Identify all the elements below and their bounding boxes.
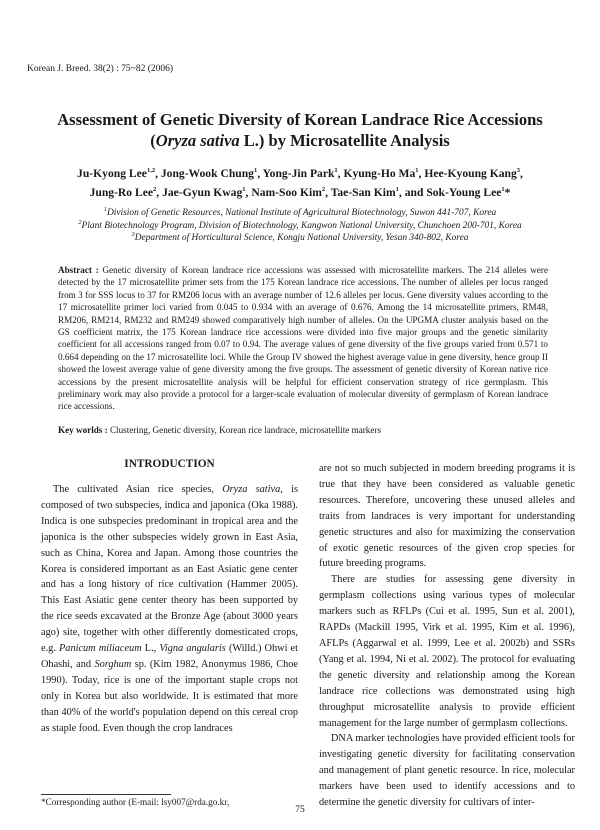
species-name: Oryza sativa [222,484,281,495]
affiliation-1 [30,207,570,220]
author-sep: * [504,186,511,199]
author-name: Nam-Soo Kim [251,186,322,199]
author-line-2 [30,183,570,202]
affiliation-text: Department of Horticultural Science, Kongju National University, Yesan 340-802, Korea [134,233,469,244]
author-name: Kyung-Ho Ma [343,167,416,180]
keywords-label: Key worlds : [58,425,108,435]
species-name: Vigna angularis [159,643,226,655]
paragraph: DNA marker technologies have provided efficient tools for investigating genetic diversity for facilitating conservation and management of plant genetic resource. In rice, molecular markers have been used to identify accessions and to determine the genetic diversity for cultivars of inter- [319,733,575,809]
author-name: Jong-Wook Chung [160,167,254,180]
author-sep: , [520,167,523,180]
author-list [30,164,570,202]
paragraph [41,482,298,737]
affiliation-2 [30,220,570,233]
author-sup: 1 [501,186,505,194]
abstract-text: Genetic diversity of Korean landrace rice accessions was assessed with microsatellite markers. The 214 alleles were detected by the 17 microsatellite primer sets from the 175 Korean landrace rice accessions. The number of alleles per locus ranged from 3 for SSS locus to 37 for RM206 locus with an average number of 12.6 alleles per locus. Gene diversity values according to the 17 microsatellite primer loci varied from 0.045 to 0.934 with an average of 0.676. Among the 14 microsatellite primers, RM48, RM206, RM214, RM232 and RM249 showed comparatively high number of alleles. On the UPGMA cluster analysis based on the GS coefficient matrix, the 175 Korean landrace rice accessions were divided into five major groups and the genetic similarity coefficient for all accessions ranged from 0.07 to 0.94. The average values of gene diversity of the five groups varied from 0.571 to 0.664 depending on the 17 microsatellite loci. While the Group IV showed the highest average value in gene diversity, hence group II showed the lowest average value of gene diversity among the five groups. The assessment of genetic diversity of Korean native rice accessions by the present microsatellite analysis will be helpful for efficient conservation strategy of rice germplasm. This preliminary work may also provide a protocol for a larger-scale evaluation of molecular diversity of germplasm of Korean landrace rice accessions. [58,265,548,412]
affiliation-text: Division of Genetic Resources, National Institute of Agricultural Biotechnology, Suwon 441-707, Korea [107,208,497,218]
author-sep: , [156,186,163,199]
title-line-2-rest: L.) by Microsatellite Analysis [239,131,450,150]
paragraph: are not so much subjected in modern breeding programs it is true that they have been considered as valuable genetic resources. Therefore, uncovering these unused alleles and traits from landraces is very important for understanding genetic structures and also for maximizing the conservation of exotic genetic resources of the given crop species for future breeding programs. [319,463,575,570]
author-sup: 1 [415,167,419,175]
author-sup: 1 [253,167,258,175]
author-name: Jae-Gyun Kwag [162,186,243,199]
abstract [58,264,548,413]
journal-reference: Korean J. Breed. 38(2) : 75~82 (2006) [27,64,174,74]
body-column-right [319,461,575,811]
affiliation-3 [30,232,570,245]
abstract-label: Abstract : [58,265,99,275]
species-name: Panicum miliaceum [59,643,142,655]
author-name: Hee-Kyoung Kang [424,167,517,180]
author-sep: , [418,167,425,180]
section-heading-introduction: INTRODUCTION [124,458,215,470]
author-sep: , [325,186,331,199]
author-sep: , [257,167,263,180]
author-sup: 1 [334,167,338,175]
author-name: Sok-Young Lee [426,186,502,199]
affiliation-sup: 2 [78,218,82,226]
title-open-paren: ( [150,131,156,150]
affiliation-sup: 1 [103,205,108,213]
text-run: L., [141,643,160,655]
author-sup: 1 [395,186,399,194]
paragraph: There are studies for assessing gene diversity in germplasm collections using various types of molecular markers such as RFLPs (Cui et al. 1995, Sun et al. 2001), RAPDs (Mackill 1995, Virk et al. 1995, Kim et al. 1996), AFLPs (Aggarwal et al. 1999, Lee et al. 2002b) and SSRs (Yang et al. 1994, Ni et al. 2002). The protocol for evaluating the genetic diversity and relationship among the Korean landrace rice collections was demonstrated using high throughput microsatellite analysis to provide efficient management for the large number of germplasm collections. [319,574,575,729]
title-species: Oryza sativa [155,131,240,150]
author-sep: , [337,167,344,180]
author-sup: 2 [153,186,157,194]
author-name: Yong-Jin Park [262,167,335,180]
keywords-text: Clustering, Genetic diversity, Korean rice landrace, microsatellite markers [107,425,381,435]
author-sep: , [155,167,161,180]
author-line-1 [30,164,570,183]
author-sep: , and [398,186,427,199]
text-run: sp. (Kim 1982, Anonymus 1986, Choe 1990). Today, rice is one of the important staple crops not only in Korea but also worldwide. It is estimated that more than 40% of the world's population depend on this cereal crop as staple food. Even though the crop landraces [41,658,298,734]
species-name: Sorghum [94,658,132,670]
author-sup: 2 [321,186,326,194]
author-sep: , [245,186,252,199]
author-name: Jung-Ro Lee [89,186,154,199]
keywords [58,425,558,435]
text-run: , is composed of two subspecies, indica and japonica (Oka 1988). Indica is one subspecies predominant in tropical area and the japonica is the other subspecies widely grown in East Asia, such as China, Korea and Japan. Among those countries the Korea is considered important as an East Asiatic gene center and has a long history of rice cultivation (Hammer 2005). This East Asiatic gene center theory has been supported by the rice seeds excavated at the Bronze Age (about 3000 years ago) site, together with other differently domesticated crops, e.g. [41,484,298,655]
affiliation-text: Plant Biotechnology Program, Division of Biotechnology, Kangwon National University, Chunchoen 200-701, Korea [81,220,522,231]
title-line-1: Assessment of Genetic Diversity of Korean Landrace Rice Accessions [57,110,543,129]
title-line-2 [30,130,570,151]
text-run: (Willd.) Ohwi et Ohashi, and [41,643,298,670]
text-run: The cultivated Asian rice species, [53,484,223,495]
affiliation-sup: 3 [131,231,135,239]
author-name: Ju-Kyong Lee [77,167,147,180]
author-name: Tae-San Kim [330,186,396,199]
author-sup: 1,2 [146,167,156,175]
author-sup: 3 [516,167,521,175]
page-number: 75 [295,805,305,815]
paper-title [30,109,570,151]
affiliations [30,207,570,245]
footnote-divider [41,794,171,795]
author-sup: 1 [242,186,246,194]
footnote-author: *Corresponding author (E-mail: lsy007@rda.go.kr, [41,797,230,807]
body-column-left [41,482,298,737]
